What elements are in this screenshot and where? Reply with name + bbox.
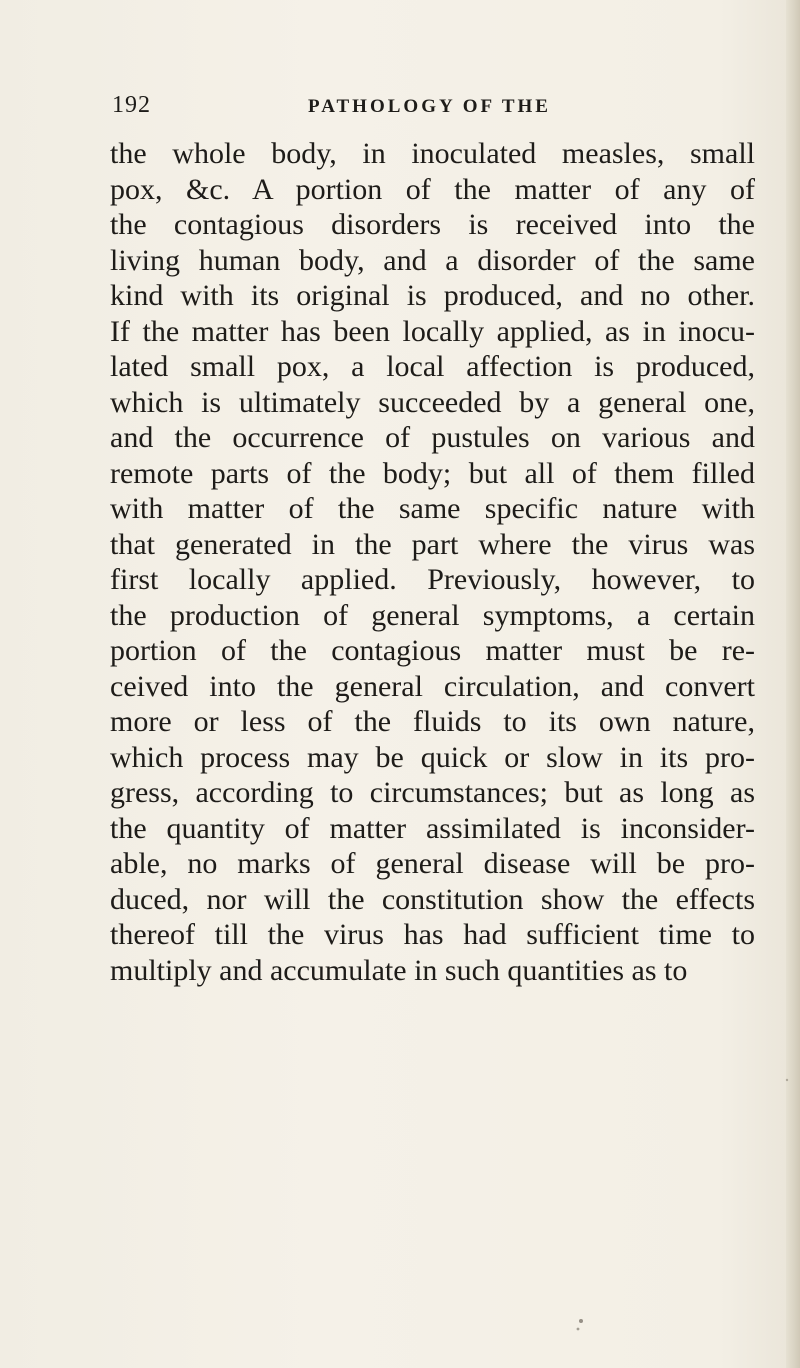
text-line: portion of the contagious matter must be re- [110,634,755,667]
text-line: that generated in the part where the virus was [110,527,755,561]
text-line: first locally applied. Previously, however, to [110,563,755,596]
text-line: kind with its original is produced, and no other. [110,279,755,312]
text-line: the whole body, in inoculated measles, small [110,137,755,170]
text-line: the quantity of matter assimilated is inconsider- [110,811,755,845]
page-number: 192 [112,92,151,118]
text-line: and the occurrence of pustules on various and [110,421,755,454]
text-line: remote parts of the body; but all of them filled [110,456,755,490]
text-line: with matter of the same specific nature with [110,492,755,525]
text-line: multiply and accumulate in such quantities as to [110,953,688,987]
text-line: which process may be quick or slow in its pro- [110,740,755,774]
running-head: PATHOLOGY OF THE [308,96,551,117]
text-line: living human body, and a disorder of the same [110,243,755,277]
text-line: duced, nor will the constitution show the effects [110,882,755,916]
text-line: pox, &c. A portion of the matter of any of [110,172,755,206]
text-line: the production of general symptoms, a certain [110,598,755,632]
text-line: ceived into the general circulation, and convert [110,669,755,703]
text-line: able, no marks of general disease will be pro- [110,847,755,880]
text-line: the contagious disorders is received into the [110,208,755,241]
text-line: which is ultimately succeeded by a general one, [110,385,755,419]
text-line: lated small pox, a local affection is produced, [110,350,755,383]
text-line: If the matter has been locally applied, as in inocu- [110,314,755,348]
text-line: thereof till the virus has had sufficient time to [110,918,755,951]
text-line: more or less of the fluids to its own nature, [110,705,755,738]
text-line: gress, according to circumstances; but as long as [110,776,755,809]
